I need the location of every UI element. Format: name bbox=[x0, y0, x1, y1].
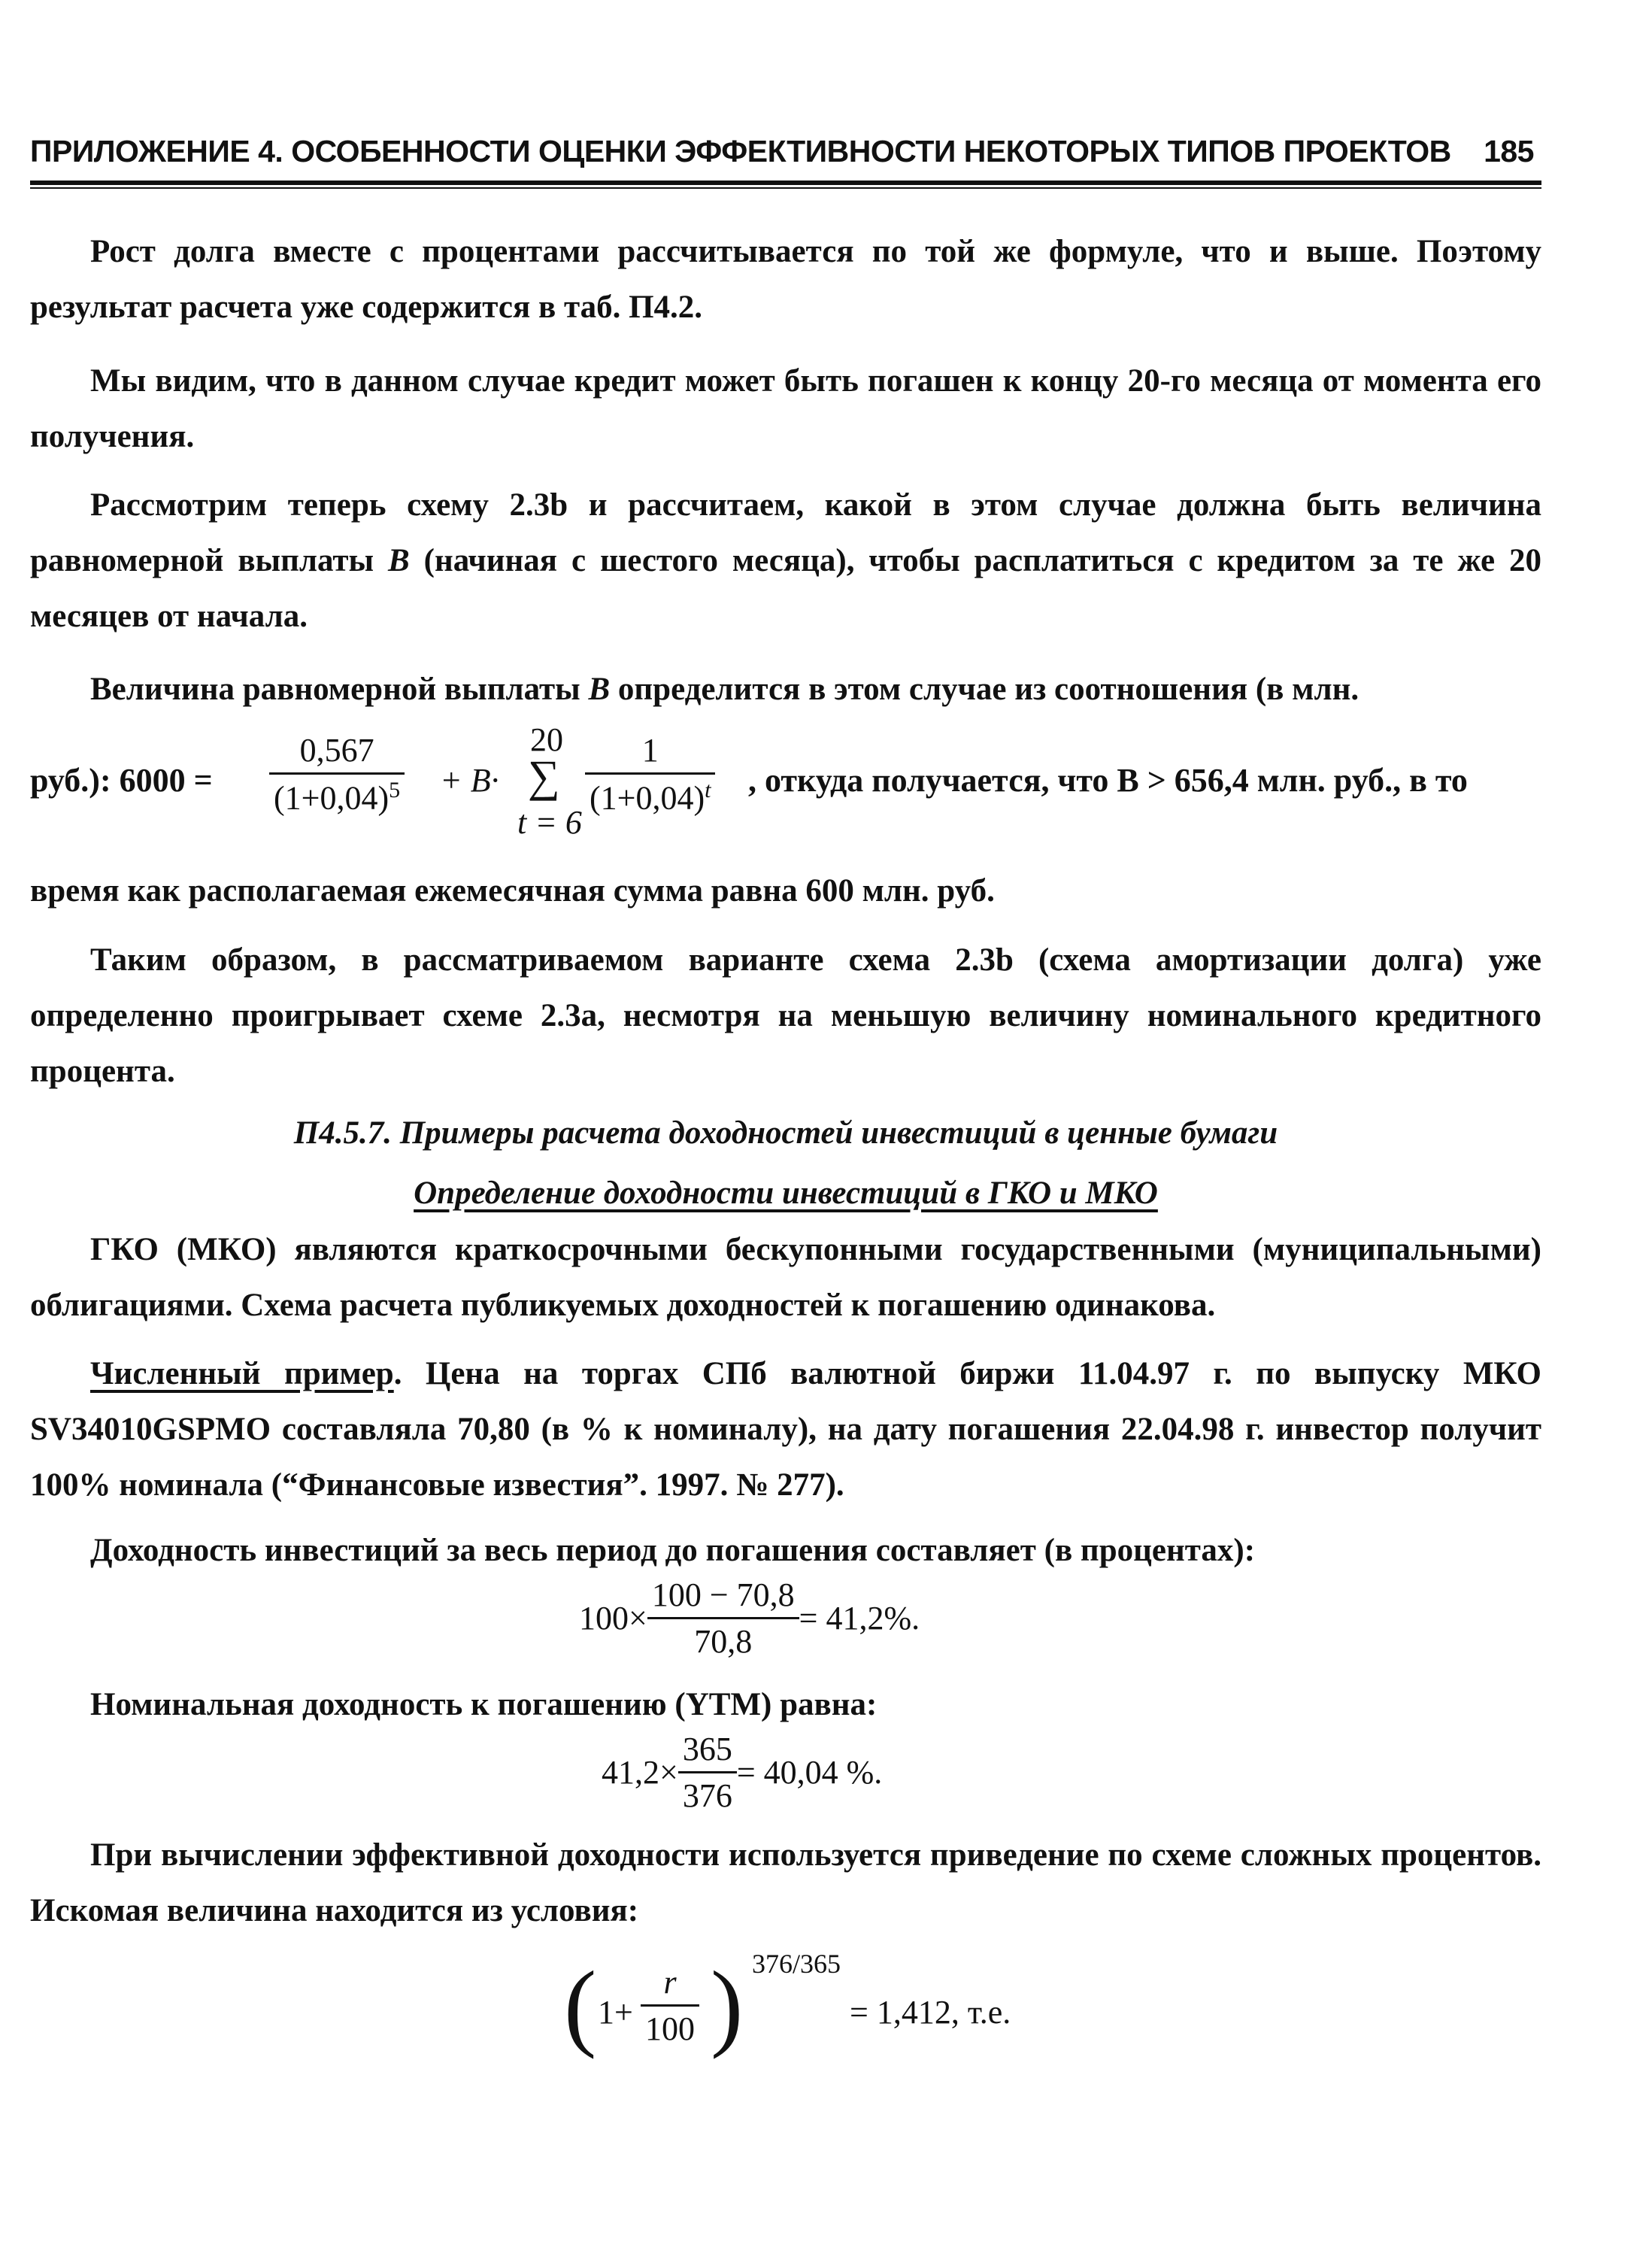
paragraph-4: Величина равномерной выплаты B определится в этом случае из соотношения (в млн. bbox=[90, 672, 1359, 707]
paragraph-10: Номинальная доходность к погашению (YTM) равна: bbox=[90, 1687, 878, 1722]
formula-ytm: 41,2× $\frac{365}{376}$ = 40,04 %. bbox=[602, 1731, 883, 1814]
formula-effective-yield: ( 1+ $\frac{r}{100}$ ) 376/365 = 1,412, т.е. bbox=[564, 1949, 1011, 2060]
running-header bbox=[30, 134, 1534, 171]
paragraph-5: время как располагаемая ежемесячная сумма равна 600 млн. руб. bbox=[30, 873, 995, 909]
section-title: П4.5.7. Примеры расчета доходностей инвестиций в ценные бумаги bbox=[293, 1115, 1278, 1151]
paragraph-6: Таким образом, в рассматриваемом варианте схема 2.3b (схема амортизации долга) уже определенно проигрывает схеме 2.3a, несмотря на меньшую величину номинального кредитного процента. bbox=[30, 942, 1541, 1089]
subsection-title: Определение доходности инвестиций в ГКО и МКО bbox=[414, 1176, 1158, 1211]
paragraph-1: Рост долга вместе с процентами рассчитывается по той же формуле, что и выше. Поэтому результат расчета уже содержится в таб. П4.2. bbox=[30, 234, 1541, 325]
formula-annuity: руб.): 6000 = $\frac{0,567}{(1+0,04)^5}$ + B· 20 ∑ t = 6 $\frac{1}{(1+0,04)^t}$ , откуда получается, что B > 656,4 млн. руб., в то bbox=[30, 721, 1468, 841]
header-rule-thin bbox=[30, 187, 1541, 189]
header-rule bbox=[30, 181, 1541, 185]
paragraph-9: Доходность инвестиций за весь период до погашения составляет (в процентах): bbox=[90, 1533, 1256, 1568]
paragraph-7: ГКО (МКО) являются краткосрочными бескупонными государственными (муниципальными) облигациями. Схема расчета публикуемых доходностей к погашению одинакова. bbox=[30, 1232, 1541, 1323]
formula-total-yield: 100× $\frac{100 - 70,8}{70,8}$ = 41,2%. bbox=[579, 1576, 920, 1660]
header-title: ПРИЛОЖЕНИЕ 4. ОСОБЕННОСТИ ОЦЕНКИ ЭФФЕКТИВНОСТИ НЕКОТОРЫХ ТИПОВ ПРОЕКТОВ bbox=[30, 134, 1451, 168]
page-number: 185 bbox=[1484, 134, 1534, 168]
paragraph-3: Рассмотрим теперь схему 2.3b и рассчитаем, какой в этом случае должна быть величина равномерной выплаты B (начиная с шестого месяца), чтобы расплатиться с кредитом за те же 20 месяцев от начала. bbox=[30, 487, 1541, 634]
paragraph-11: При вычислении эффективной доходности используется приведение по схеме сложных процентов. Искомая величина находится из условия: bbox=[30, 1837, 1541, 1928]
paragraph-2: Мы видим, что в данном случае кредит может быть погашен к концу 20-го месяца от момента его получения. bbox=[30, 363, 1541, 454]
paragraph-8: Численный пример. Цена на торгах СПб валютной биржи 11.04.97 г. по выпуску МКО SV34010GSPMO составляла 70,80 (в % к номиналу), на дату погашения 22.04.98 г. инвестор получит 100% номинала (“Финансовые известия”. 1997. № 277). bbox=[30, 1356, 1541, 1503]
